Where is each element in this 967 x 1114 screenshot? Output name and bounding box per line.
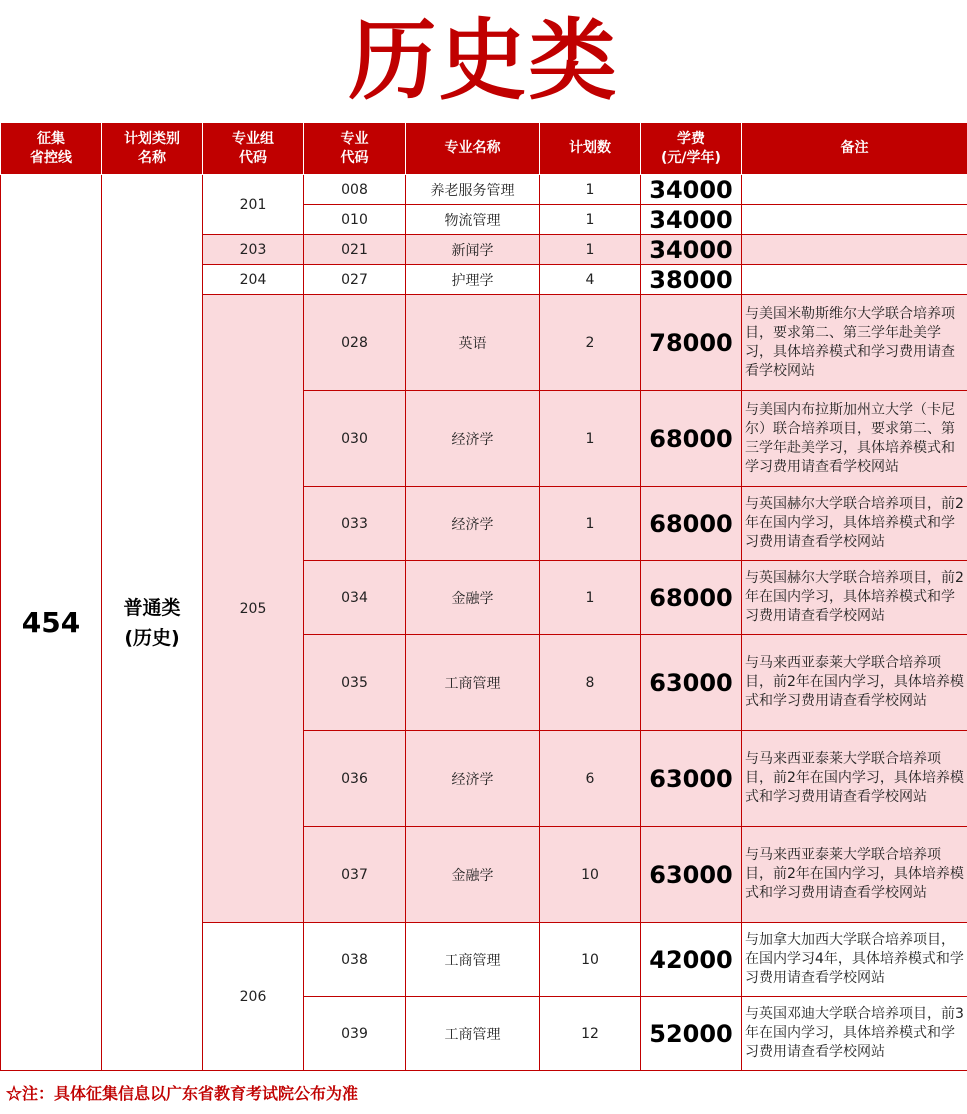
major-code-cell: 038	[304, 923, 406, 997]
plan-cell: 1	[540, 487, 641, 561]
table-row	[1, 175, 967, 205]
tuition-cell: 34000	[641, 175, 742, 205]
remark-cell	[742, 205, 967, 235]
page-title: 历史类	[348, 9, 619, 112]
plan-cell: 10	[540, 827, 641, 923]
major-code-cell: 037	[304, 827, 406, 923]
remark-cell	[742, 265, 967, 295]
major-name-cell: 工商管理	[406, 635, 540, 731]
tuition-cell: 42000	[641, 923, 742, 997]
major-code-cell: 035	[304, 635, 406, 731]
major-name-cell: 护理学	[406, 265, 540, 295]
major-code-cell: 008	[304, 175, 406, 205]
remark-cell: 与加拿大加西大学联合培养项目，在国内学习4年，具体培养模式和学习费用请查看学校网站	[742, 923, 967, 997]
major-code-cell: 030	[304, 391, 406, 487]
major-code-cell: 028	[304, 295, 406, 391]
remark-cell: 与马来西亚泰莱大学联合培养项目，前2年在国内学习，具体培养模式和学习费用请查看学校网站	[742, 827, 967, 923]
tuition-cell: 63000	[641, 827, 742, 923]
plan-cell: 4	[540, 265, 641, 295]
plan-cell: 12	[540, 997, 641, 1071]
major-name-cell: 养老服务管理	[406, 175, 540, 205]
table-header-row	[1, 123, 967, 175]
group-cell: 206	[203, 923, 304, 1071]
tuition-cell: 38000	[641, 265, 742, 295]
header-tuition: 学费 (元/学年)	[641, 123, 742, 175]
header-group-code: 专业组 代码	[203, 123, 304, 175]
major-code-cell: 010	[304, 205, 406, 235]
major-name-cell: 金融学	[406, 561, 540, 635]
group-cell: 204	[203, 265, 304, 295]
admission-table	[0, 122, 967, 1071]
major-name-cell: 物流管理	[406, 205, 540, 235]
plan-cell: 1	[540, 235, 641, 265]
major-name-cell: 新闻学	[406, 235, 540, 265]
major-name-cell: 经济学	[406, 731, 540, 827]
major-code-cell: 021	[304, 235, 406, 265]
group-cell: 203	[203, 235, 304, 265]
remark-cell: 与英国赫尔大学联合培养项目，前2年在国内学习，具体培养模式和学习费用请查看学校网站	[742, 487, 967, 561]
remark-cell	[742, 175, 967, 205]
plan-cell: 10	[540, 923, 641, 997]
footer-note: ☆注：具体征集信息以广东省教育考试院公布为准	[6, 1084, 359, 1103]
tuition-cell: 34000	[641, 205, 742, 235]
header-category: 计划类别 名称	[102, 123, 203, 175]
remark-cell: 与马来西亚泰莱大学联合培养项目，前2年在国内学习，具体培养模式和学习费用请查看学校网站	[742, 731, 967, 827]
remark-cell: 与英国赫尔大学联合培养项目，前2年在国内学习，具体培养模式和学习费用请查看学校网站	[742, 561, 967, 635]
remark-cell: 与美国米勒斯维尔大学联合培养项目，要求第二、第三学年赴美学习，具体培养模式和学习费用请查看学校网站	[742, 295, 967, 391]
tuition-cell: 63000	[641, 731, 742, 827]
header-control-line: 征集 省控线	[1, 123, 102, 175]
tuition-cell: 63000	[641, 635, 742, 731]
major-code-cell: 039	[304, 997, 406, 1071]
major-name-cell: 经济学	[406, 487, 540, 561]
major-name-cell: 金融学	[406, 827, 540, 923]
tuition-cell: 68000	[641, 561, 742, 635]
plan-cell: 8	[540, 635, 641, 731]
control-line-cell: 454	[1, 175, 102, 1071]
major-name-cell: 经济学	[406, 391, 540, 487]
major-code-cell: 027	[304, 265, 406, 295]
tuition-cell: 52000	[641, 997, 742, 1071]
major-code-cell: 034	[304, 561, 406, 635]
plan-cell: 1	[540, 175, 641, 205]
tuition-cell: 68000	[641, 487, 742, 561]
plan-cell: 6	[540, 731, 641, 827]
remark-cell: 与美国内布拉斯加州立大学（卡尼尔）联合培养项目，要求第二、第三学年赴美学习，具体培养模式和学习费用请查看学校网站	[742, 391, 967, 487]
header-major-code: 专业 代码	[304, 123, 406, 175]
plan-cell: 2	[540, 295, 641, 391]
group-cell: 201	[203, 175, 304, 235]
tuition-cell: 68000	[641, 391, 742, 487]
header-plan-count: 计划数	[540, 123, 641, 175]
remark-cell: 与马来西亚泰莱大学联合培养项目，前2年在国内学习，具体培养模式和学习费用请查看学校网站	[742, 635, 967, 731]
header-remark: 备注	[742, 123, 967, 175]
category-cell: 普通类 (历史)	[102, 175, 203, 1071]
major-name-cell: 工商管理	[406, 997, 540, 1071]
remark-cell	[742, 235, 967, 265]
group-cell: 205	[203, 295, 304, 923]
header-major-name: 专业名称	[406, 123, 540, 175]
tuition-cell: 34000	[641, 235, 742, 265]
plan-cell: 1	[540, 561, 641, 635]
plan-cell: 1	[540, 391, 641, 487]
tuition-cell: 78000	[641, 295, 742, 391]
major-name-cell: 英语	[406, 295, 540, 391]
plan-cell: 1	[540, 205, 641, 235]
major-name-cell: 工商管理	[406, 923, 540, 997]
major-code-cell: 036	[304, 731, 406, 827]
major-code-cell: 033	[304, 487, 406, 561]
remark-cell: 与英国邓迪大学联合培养项目，前3年在国内学习，具体培养模式和学习费用请查看学校网站	[742, 997, 967, 1071]
